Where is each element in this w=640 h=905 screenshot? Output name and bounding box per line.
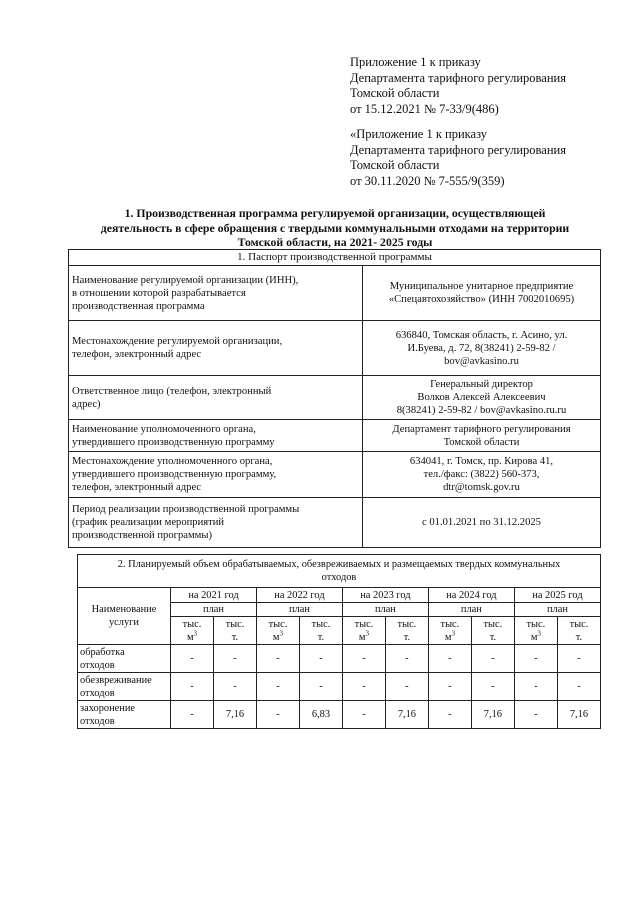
row-label [69, 266, 363, 321]
value-cell: - [213, 645, 256, 673]
value-cell: - [471, 645, 514, 673]
service-name [78, 645, 171, 673]
unit-line: тыс. [440, 618, 460, 630]
service-line: отходов [80, 715, 115, 727]
volumes-heading-row [78, 555, 601, 588]
value-line: 8(38241) 2-59-82 / bov@avkasino.ru.ru [396, 405, 567, 416]
value-cell: 7,16 [213, 701, 256, 729]
title-line: деятельность в сфере обращения с твердыми коммунальными отходами на территории [100, 220, 570, 235]
value-cell: - [342, 701, 385, 729]
passport-table [68, 249, 601, 548]
unit-t [213, 617, 256, 645]
unit-line: тыс. [569, 618, 589, 630]
table-row [69, 452, 601, 498]
unit-line: тыс. [182, 618, 202, 630]
table-row [78, 673, 601, 701]
value-cell: 7,16 [471, 701, 514, 729]
unit-base: м [444, 631, 452, 643]
table-row [78, 701, 601, 729]
value-cell: - [428, 701, 471, 729]
service-name [78, 673, 171, 701]
service-line: отходов [80, 659, 115, 671]
unit-m3 [428, 617, 471, 645]
label-line: Местонахождение уполномоченного органа, [72, 456, 273, 467]
label-line: адрес) [72, 398, 101, 410]
year-header: на 2025 год [514, 588, 600, 603]
unit-line: тыс. [483, 618, 503, 630]
label-line: Наименование уполномоченного органа, [72, 423, 256, 435]
header-line: Томской области [350, 158, 440, 173]
volumes-heading [78, 555, 601, 588]
value-line: «Спецавтохозяйство» (ИНН 7002010695) [388, 294, 575, 305]
label-line: Местонахождение регулируемой организации, [72, 336, 283, 347]
row-value [363, 321, 601, 376]
unit-exponent: 3 [279, 629, 283, 638]
row-value [363, 420, 601, 452]
header-line: Наименование [91, 604, 157, 615]
plan-header: план [514, 603, 600, 617]
heading-line: отходов [321, 572, 357, 583]
value-cell: - [385, 645, 428, 673]
value-line: И.Буева, д. 72, 8(38241) 2-59-82 / [407, 342, 556, 354]
value-line: с 01.01.2021 по 31.12.2025 [422, 517, 541, 528]
unit-line [345, 631, 383, 644]
value-cell: - [557, 645, 600, 673]
order-reference-current [350, 55, 620, 117]
unit-line: т. [231, 631, 239, 643]
value-cell: - [342, 645, 385, 673]
value-cell: - [428, 645, 471, 673]
header-line: «Приложение 1 к приказу [350, 127, 488, 141]
unit-exponent: 3 [365, 629, 369, 638]
volumes-table [77, 554, 601, 729]
label-line: утвердившего производственную программу, [72, 469, 277, 480]
unit-line: т. [403, 631, 411, 643]
value-cell: - [514, 701, 557, 729]
unit-base: м [272, 631, 280, 643]
unit-m3 [171, 617, 214, 645]
unit-base: м [186, 631, 194, 643]
row-label [69, 452, 363, 498]
header-line: Приложение 1 к приказу [350, 55, 481, 69]
unit-line: тыс. [225, 618, 245, 630]
header-line: Департамента тарифного регулирования [350, 70, 566, 85]
unit-line: тыс. [354, 618, 374, 630]
heading-line: 2. Планируемый объем обрабатываемых, обезвреживаемых и размещаемых твердых коммунальных [117, 559, 561, 570]
row-label [69, 321, 363, 376]
value-cell: - [256, 645, 299, 673]
row-label [69, 420, 363, 452]
service-line: обезвреживание [80, 674, 152, 686]
header-line: от 15.12.2021 № 7-33/9(486) [350, 101, 499, 116]
value-line: Муниципальное унитарное предприятие [389, 281, 574, 292]
service-line: обработка [80, 646, 125, 658]
unit-exponent: 3 [193, 629, 198, 638]
value-cell: - [256, 701, 299, 729]
service-line: отходов [80, 687, 115, 699]
section-title [70, 206, 600, 250]
value-cell: 6,83 [299, 701, 342, 729]
table-row [78, 645, 601, 673]
value-cell: - [171, 645, 214, 673]
value-line: 636840, Томская область, г. Асино, ул. [395, 329, 568, 341]
label-line: производственной программы) [72, 530, 213, 541]
header-line: услуги [108, 617, 139, 628]
row-value [363, 498, 601, 548]
table-row [69, 266, 601, 321]
unit-line [431, 631, 469, 644]
value-cell: - [299, 645, 342, 673]
value-line: dtr@tomsk.gov.ru [443, 482, 520, 493]
unit-base: м [530, 631, 538, 643]
value-cell: - [385, 673, 428, 701]
unit-line [259, 631, 297, 644]
unit-line [173, 631, 211, 644]
label-line: (график реализации мероприятий [72, 517, 225, 528]
value-line: Волков Алексей Алексеевич [417, 392, 546, 403]
value-line: Томской области [443, 436, 520, 448]
label-line: Ответственное лицо (телефон, электронный [72, 385, 272, 397]
row-value [363, 376, 601, 420]
value-cell: - [557, 673, 600, 701]
passport-heading-row [69, 250, 601, 266]
row-label [69, 376, 363, 420]
value-line: bov@avkasino.ru [444, 355, 519, 367]
label-line: телефон, электронный адрес [72, 349, 202, 360]
unit-exponent: 3 [451, 629, 455, 638]
table-row [69, 321, 601, 376]
unit-line: т. [575, 631, 583, 643]
plan-header: план [171, 603, 257, 617]
unit-exponent: 3 [537, 629, 541, 638]
unit-t [557, 617, 600, 645]
service-line: захоронение [80, 702, 136, 714]
unit-t [385, 617, 428, 645]
unit-t [299, 617, 342, 645]
row-value [363, 452, 601, 498]
table-row [69, 376, 601, 420]
unit-line: тыс. [311, 618, 331, 630]
label-line: Период реализации производственной программы [72, 504, 300, 515]
service-name [78, 701, 171, 729]
value-cell: - [428, 673, 471, 701]
unit-line [517, 631, 555, 644]
table-row [69, 420, 601, 452]
value-cell: 7,16 [385, 701, 428, 729]
year-header: на 2022 год [256, 588, 342, 603]
header-line: от 30.11.2020 № 7-555/9(359) [350, 173, 505, 188]
row-value [363, 266, 601, 321]
label-line: телефон, электронный адрес [72, 482, 202, 493]
value-cell: - [342, 673, 385, 701]
label-line: Наименование регулируемой организации (ИНН), [72, 274, 299, 286]
service-header [78, 588, 171, 645]
value-cell: - [213, 673, 256, 701]
value-cell: 7,16 [557, 701, 600, 729]
value-cell: - [256, 673, 299, 701]
year-header: на 2023 год [342, 588, 428, 603]
unit-line: тыс. [526, 618, 546, 630]
plan-header: план [428, 603, 514, 617]
unit-line: т. [317, 631, 325, 643]
unit-m3 [514, 617, 557, 645]
label-line: утвердившего производственную программу [72, 436, 275, 448]
row-label [69, 498, 363, 548]
unit-t [471, 617, 514, 645]
value-line: тел./факс: (3822) 560-373, [423, 469, 540, 480]
order-reference-previous [350, 127, 620, 189]
label-line: в отношении которой разрабатывается [72, 287, 246, 299]
title-line: Томской области, на 2021- 2025 годы [237, 235, 433, 250]
value-line: 634041, г. Томск, пр. Кирова 41, [409, 456, 554, 467]
label-line: производственная программа [72, 300, 205, 312]
year-header: на 2024 год [428, 588, 514, 603]
value-cell: - [299, 673, 342, 701]
value-cell: - [171, 673, 214, 701]
unit-m3 [256, 617, 299, 645]
unit-line: тыс. [397, 618, 417, 630]
unit-line: тыс. [268, 618, 288, 630]
header-line: Департамента тарифного регулирования [350, 142, 566, 157]
value-cell: - [171, 701, 214, 729]
value-cell: - [471, 673, 514, 701]
unit-m3 [342, 617, 385, 645]
value-line: Департамент тарифного регулирования [392, 423, 571, 435]
year-header: на 2021 год [171, 588, 257, 603]
plan-header: план [256, 603, 342, 617]
table-row [69, 498, 601, 548]
unit-line: т. [489, 631, 497, 643]
title-line: 1. Производственная программа регулируемой организации, осуществляющей [124, 206, 546, 220]
value-cell: - [514, 673, 557, 701]
unit-base: м [358, 631, 366, 643]
value-cell: - [514, 645, 557, 673]
passport-heading: 1. Паспорт производственной программы [69, 250, 601, 266]
years-row [78, 588, 601, 603]
value-line: Генеральный директор [430, 379, 533, 390]
plan-header: план [342, 603, 428, 617]
header-line: Томской области [350, 86, 440, 101]
